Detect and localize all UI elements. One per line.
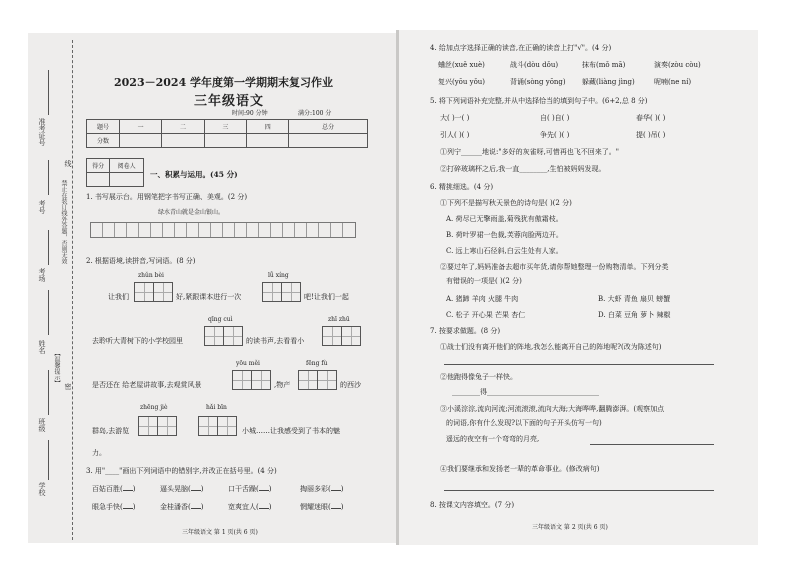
q7-4-answer-line[interactable] bbox=[444, 490, 714, 491]
full-score: 满分:100 分 bbox=[298, 110, 332, 117]
q3-word-2: 逼头晃脑( ) bbox=[160, 485, 204, 493]
seat-label: 考号 bbox=[38, 200, 46, 214]
q4-item-1[interactable]: 蛐丝(xuě xuè) bbox=[438, 61, 485, 69]
grader-score-cell[interactable] bbox=[87, 173, 110, 187]
score-row-label: 分数 bbox=[87, 134, 120, 148]
q6-part-2b: 有错误的一项是( )(2 分) bbox=[446, 277, 522, 285]
exam-number-label: 准考证号 bbox=[38, 118, 46, 146]
q6-part-2a: ②要过年了,妈妈准备去超市买年货,请你帮她整理一份购物清单。下列分类 bbox=[440, 263, 669, 271]
grader-score-label: 得分 bbox=[87, 159, 110, 173]
question-3: 3. 用"____"画出下列词语中的错别字,并改正在括号里。(4 分) bbox=[86, 467, 277, 475]
score-header-cell: 四 bbox=[247, 120, 289, 134]
room-blank[interactable] bbox=[48, 230, 49, 265]
score-cell[interactable] bbox=[162, 134, 204, 148]
question-4: 4. 给加点字选择正确的读音,在正确的读音上打"√"。(4 分) bbox=[430, 44, 612, 52]
exam-time: 时间:90 分钟 bbox=[232, 110, 268, 117]
score-cell[interactable] bbox=[289, 134, 368, 148]
reminder-text: 禁止在装订线外答题，否则无效 bbox=[60, 180, 67, 264]
q6-option-c[interactable]: C. 远上寒山石径斜,白云生处有人家。 bbox=[446, 247, 563, 255]
q2-text-2b: 的读书声,去看看小 bbox=[246, 337, 305, 345]
pinyin-8: hǎi bīn bbox=[206, 404, 227, 411]
reminder-label: 【温馨提示】 bbox=[53, 350, 60, 386]
q6-option-b[interactable]: B. 荷叶罗裙一色裁,芙蓉向脸两边开。 bbox=[446, 231, 563, 239]
pinyin-1: zhǔn bèi bbox=[138, 272, 164, 279]
q2-answer-box-4[interactable] bbox=[322, 326, 360, 346]
q7-part-3c: 遥远的夜空有一个弯弯的月亮, bbox=[446, 435, 540, 443]
q2-text-5: 力。 bbox=[92, 449, 106, 457]
score-header-cell: 二 bbox=[162, 120, 204, 134]
q3-word-8: 惘耀迷眼( ) bbox=[300, 503, 344, 511]
q3-word-7: 宽爽宜人( ) bbox=[228, 503, 272, 511]
q2-text-4b: 小城……让我感受到了书本的魅 bbox=[242, 427, 340, 435]
q6-option-a[interactable]: A. 荷尽已无擎雨盖,菊残犹有傲霜枝。 bbox=[446, 215, 563, 223]
pinyin-2: lǚ xíng bbox=[268, 272, 289, 279]
q2-text-3c: 的西沙 bbox=[340, 381, 361, 389]
q2-answer-box-8[interactable] bbox=[198, 416, 236, 436]
question-5: 5. 将下列词语补充完整,并从中选择恰当的填到句子中。(6+2,总 8 分) bbox=[430, 97, 648, 105]
q7-1-answer-line[interactable] bbox=[444, 364, 714, 365]
pinyin-4: zhī zhū bbox=[328, 316, 350, 323]
q2-answer-box-5[interactable] bbox=[232, 370, 270, 390]
q6-2-option-d[interactable]: D. 白菜 豆角 萝卜 辣椒 bbox=[598, 311, 671, 319]
q7-part-2-blank[interactable]: ________得________________________________ bbox=[452, 388, 599, 396]
q7-part-4: ④我们要继承和发扬老一辈的革命事业。(修改病句) bbox=[440, 465, 600, 473]
question-1: 1. 书写展示台。用钢笔把字书写正确、美观。(2 分) bbox=[86, 193, 248, 201]
question-7: 7. 按要求做题。(8 分) bbox=[430, 327, 501, 335]
q7-3-answer-line[interactable] bbox=[590, 444, 714, 445]
q2-text-1a: 让我们 bbox=[108, 293, 129, 301]
q3-word-5: 眼急手快( ) bbox=[92, 503, 136, 511]
seat-blank[interactable] bbox=[48, 160, 49, 195]
q3-word-3: 口干舌躁( ) bbox=[228, 485, 272, 493]
q4-item-2[interactable]: 战斗(dòu dǒu) bbox=[510, 61, 559, 69]
subject-title: 三年级语文 bbox=[194, 94, 265, 109]
q5-word-3[interactable]: 春华( )( ) bbox=[636, 114, 666, 122]
q4-item-5[interactable]: 复兴(yōu yǒu) bbox=[438, 78, 486, 86]
school-label: 学校 bbox=[38, 482, 46, 496]
q2-text-4a: 群岛,去游览 bbox=[92, 427, 130, 435]
exam-no-blank[interactable] bbox=[48, 70, 49, 115]
school-blank[interactable] bbox=[48, 440, 49, 480]
q6-2-option-b[interactable]: B. 大虾 青鱼 扇贝 螃蟹 bbox=[598, 295, 671, 303]
score-header-cell: 一 bbox=[120, 120, 162, 134]
q2-answer-box-1[interactable] bbox=[134, 282, 172, 302]
grader-box bbox=[86, 158, 144, 187]
q6-2-option-a[interactable]: A. 猪蹄 羊肉 火腿 牛肉 bbox=[446, 295, 519, 303]
q5-word-4[interactable]: 引人( )( ) bbox=[440, 131, 470, 139]
q7-part-3a: ③小溪淙淙,流向河流;河流滚滚,流向大海;大海哗哗,翻腾澎湃。(观察加点 bbox=[440, 405, 665, 413]
q5-word-1[interactable]: 大( )一( ) bbox=[440, 114, 470, 122]
room-label: 考场 bbox=[38, 268, 46, 282]
q1-writing-grid[interactable] bbox=[90, 222, 356, 238]
question-2: 2. 根据语境,读拼音,写词语。(8 分) bbox=[86, 257, 196, 265]
page-1-footer: 三年级语文 第 1 页(共 6 页) bbox=[182, 529, 258, 536]
score-cell[interactable] bbox=[120, 134, 162, 148]
score-header-cell: 三 bbox=[204, 120, 246, 134]
q7-part-2: ②他跑得像兔子一样快。 bbox=[440, 373, 517, 381]
q5-word-6[interactable]: 提( )吊( ) bbox=[636, 131, 666, 139]
q5-word-2[interactable]: 自( )自( ) bbox=[540, 114, 570, 122]
exam-title: 2023－2024 学年度第一学期期末复习作业 bbox=[114, 76, 334, 89]
question-8: 8. 按课文内容填空。(7 分) bbox=[430, 501, 515, 509]
score-table bbox=[86, 119, 368, 148]
class-blank[interactable] bbox=[48, 370, 49, 415]
q6-part-1: ①下列不是描写秋天景色的诗句是( )(2 分) bbox=[440, 199, 572, 207]
q2-answer-box-2[interactable] bbox=[262, 282, 300, 302]
q3-word-4: 掏丽多彩( ) bbox=[300, 485, 344, 493]
q1-model-text: 绿水青山就是金山银山。 bbox=[158, 209, 225, 216]
page-2-footer: 三年级语文 第 2 页(共 6 页) bbox=[532, 524, 608, 531]
q2-text-1b: 好,紧跟课本进行一次 bbox=[176, 293, 242, 301]
page-fold bbox=[396, 30, 399, 545]
question-6: 6. 精挑细选。(4 分) bbox=[430, 183, 494, 191]
q2-answer-box-6[interactable] bbox=[298, 370, 336, 390]
q2-text-3a: 是否还在 给老屋讲故事,去观赏风景 bbox=[92, 381, 202, 389]
score-header-cell: 题号 bbox=[87, 120, 120, 134]
seal-marker: 密 bbox=[64, 383, 72, 390]
binding-line bbox=[72, 40, 73, 540]
score-cell[interactable] bbox=[247, 134, 289, 148]
line-marker: 线 bbox=[64, 160, 72, 167]
q4-item-6[interactable]: 背诵(sòng yōng) bbox=[510, 78, 566, 86]
q5-sentence-1: ①列宁______地说:"多好的灰雀呀,可惜再也飞不回来了。" bbox=[440, 148, 620, 156]
pinyin-6: fēng fù bbox=[306, 360, 328, 367]
q4-item-4[interactable]: 演奏(zòu còu) bbox=[654, 61, 701, 69]
score-header-cell: 总分 bbox=[289, 120, 368, 134]
pinyin-7: zhēng jiè bbox=[140, 404, 168, 411]
q2-text-3b: ,物产 bbox=[274, 381, 291, 389]
pinyin-5: yōu měi bbox=[236, 360, 260, 367]
q4-item-3[interactable]: 抹布(mǒ mā) bbox=[582, 61, 626, 69]
q6-2-option-c[interactable]: C. 松子 开心果 芒果 杏仁 bbox=[446, 311, 526, 319]
q4-item-7[interactable]: 躲藏(liàng jìng) bbox=[582, 78, 635, 86]
q5-word-5[interactable]: 争先( )( ) bbox=[540, 131, 570, 139]
q3-word-1: 百姑百胜( ) bbox=[92, 485, 136, 493]
grader-cell[interactable] bbox=[110, 173, 144, 187]
q5-sentence-2: ②打碎玻璃杯之后,我一直________,生怕被妈妈发现。 bbox=[440, 165, 606, 173]
name-label: 姓名 bbox=[38, 340, 46, 354]
grader-label: 阅卷人 bbox=[110, 159, 144, 173]
class-label: 班级 bbox=[38, 418, 46, 432]
q7-part-1: ①战士们没有离开他们的阵地,我怎么能离开自己的阵地呢?(改为陈述句) bbox=[440, 343, 662, 351]
section-1-heading: 一、积累与运用。(45 分) bbox=[150, 170, 238, 179]
name-blank[interactable] bbox=[48, 290, 49, 335]
q2-answer-box-7[interactable] bbox=[138, 416, 176, 436]
q7-part-3b: 的词语,你有什么发现?以下面的句子开头仿写一句) bbox=[446, 419, 602, 427]
pinyin-3: qīng cuì bbox=[208, 316, 233, 323]
q2-text-1c: 吧!让我们一起 bbox=[304, 293, 349, 301]
q3-word-6: 金桂潘香( ) bbox=[160, 503, 204, 511]
q2-text-2a: 去聆听大青树下的小学校园里 bbox=[92, 337, 183, 345]
score-cell[interactable] bbox=[204, 134, 246, 148]
q4-item-8[interactable]: 呢喃(ne ní) bbox=[654, 78, 692, 86]
q2-answer-box-3[interactable] bbox=[204, 326, 242, 346]
